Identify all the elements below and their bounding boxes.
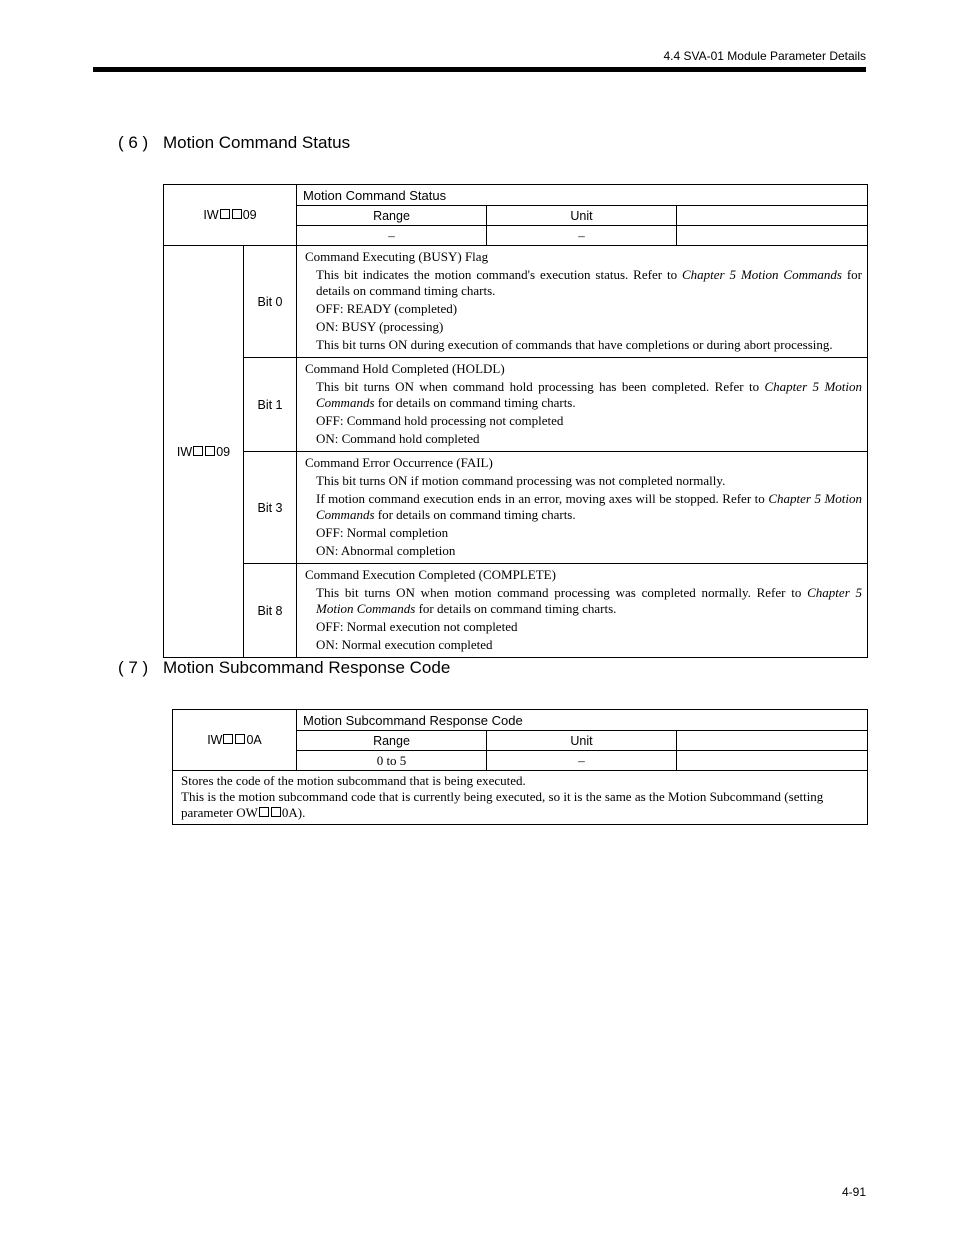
unit-value: – — [487, 226, 677, 246]
bit-label: Bit 8 — [244, 564, 297, 658]
register-cell: IW 09 — [164, 185, 297, 246]
bit-note: This bit turns ON if motion command processing was not completed normally. — [316, 473, 726, 488]
placeholder-square-icon — [235, 734, 245, 744]
bit-text: This bit turns ON when command hold processing has been completed. Refer to Chapter 5 Motion Commands for details on command timing charts. — [316, 379, 863, 410]
running-header: 4.4 SVA-01 Module Parameter Details — [663, 49, 866, 63]
bit-off: OFF: Command hold processing not completed — [316, 413, 564, 428]
bit-description — [297, 564, 868, 658]
section-7-title: Motion Subcommand Response Code — [163, 658, 451, 677]
description-line-2: This is the motion subcommand code that is currently being executed, so it is the same as the Motion Subcommand (setting parameter OW 0A). — [181, 789, 824, 820]
bit-label: Bit 3 — [244, 452, 297, 564]
bit-text: This bit indicates the motion command's execution status. Refer to Chapter 5 Motion Commands for details on command timing charts. — [316, 267, 863, 298]
bit-heading: Command Executing (BUSY) Flag — [305, 249, 489, 264]
description-line-1: Stores the code of the motion subcommand that is being executed. — [181, 773, 526, 788]
bit-text: If motion command execution ends in an error, moving axes will be stopped. Refer to Chapter 5 Motion Commands for details on command timing charts. — [316, 491, 863, 522]
section-7-heading — [118, 658, 450, 678]
placeholder-square-icon — [220, 209, 230, 219]
range-value: 0 to 5 — [297, 751, 487, 771]
section-7-number: ( 7 ) — [118, 658, 149, 677]
bit-heading: Command Error Occurrence (FAIL) — [305, 455, 493, 470]
placeholder-square-icon — [205, 446, 215, 456]
range-value: – — [297, 226, 487, 246]
section-6-title: Motion Command Status — [163, 133, 351, 152]
unit-header: Unit — [487, 206, 677, 226]
bit-heading: Command Hold Completed (HOLDL) — [305, 361, 505, 376]
bit-on: ON: Normal execution completed — [316, 637, 493, 652]
unit-header: Unit — [487, 731, 677, 751]
bit-heading: Command Execution Completed (COMPLETE) — [305, 567, 556, 582]
blank-header — [677, 731, 868, 751]
register-cell: IW 0A — [173, 710, 297, 771]
parameter-name: Motion Command Status — [297, 185, 868, 206]
bit-off: OFF: READY (completed) — [316, 301, 458, 316]
bit-off: OFF: Normal execution not completed — [316, 619, 518, 634]
placeholder-square-icon — [223, 734, 233, 744]
bit-label: Bit 0 — [244, 246, 297, 358]
bit-on: ON: BUSY (processing) — [316, 319, 444, 334]
bit-label: Bit 1 — [244, 358, 297, 452]
motion-command-status-table — [163, 184, 868, 658]
blank-value — [677, 751, 868, 771]
unit-value: – — [487, 751, 677, 771]
section-6-heading — [118, 133, 350, 153]
range-header: Range — [297, 206, 487, 226]
parameter-description — [173, 771, 868, 825]
section-6-number: ( 6 ) — [118, 133, 149, 152]
blank-header — [677, 206, 868, 226]
bit-note: This bit turns ON during execution of commands that have completions or during abort processing. — [316, 337, 833, 352]
parameter-name: Motion Subcommand Response Code — [297, 710, 868, 731]
range-header: Range — [297, 731, 487, 751]
blank-value — [677, 226, 868, 246]
placeholder-square-icon — [193, 446, 203, 456]
bit-description — [297, 358, 868, 452]
bit-off: OFF: Normal completion — [316, 525, 449, 540]
page-number: 4-91 — [841, 1185, 866, 1199]
placeholder-square-icon — [232, 209, 242, 219]
bit-description — [297, 246, 868, 358]
placeholder-square-icon — [259, 807, 269, 817]
bit-text: This bit turns ON when motion command processing was completed normally. Refer to Chapter 5 Motion Commands for details on command timing charts. — [316, 585, 863, 616]
bit-on: ON: Command hold completed — [316, 431, 480, 446]
motion-subcommand-response-table — [172, 709, 868, 825]
header-rule — [93, 67, 866, 72]
bit-on: ON: Abnormal completion — [316, 543, 456, 558]
placeholder-square-icon — [271, 807, 281, 817]
register-cell-bits: IW 09 — [164, 246, 244, 658]
bit-description — [297, 452, 868, 564]
